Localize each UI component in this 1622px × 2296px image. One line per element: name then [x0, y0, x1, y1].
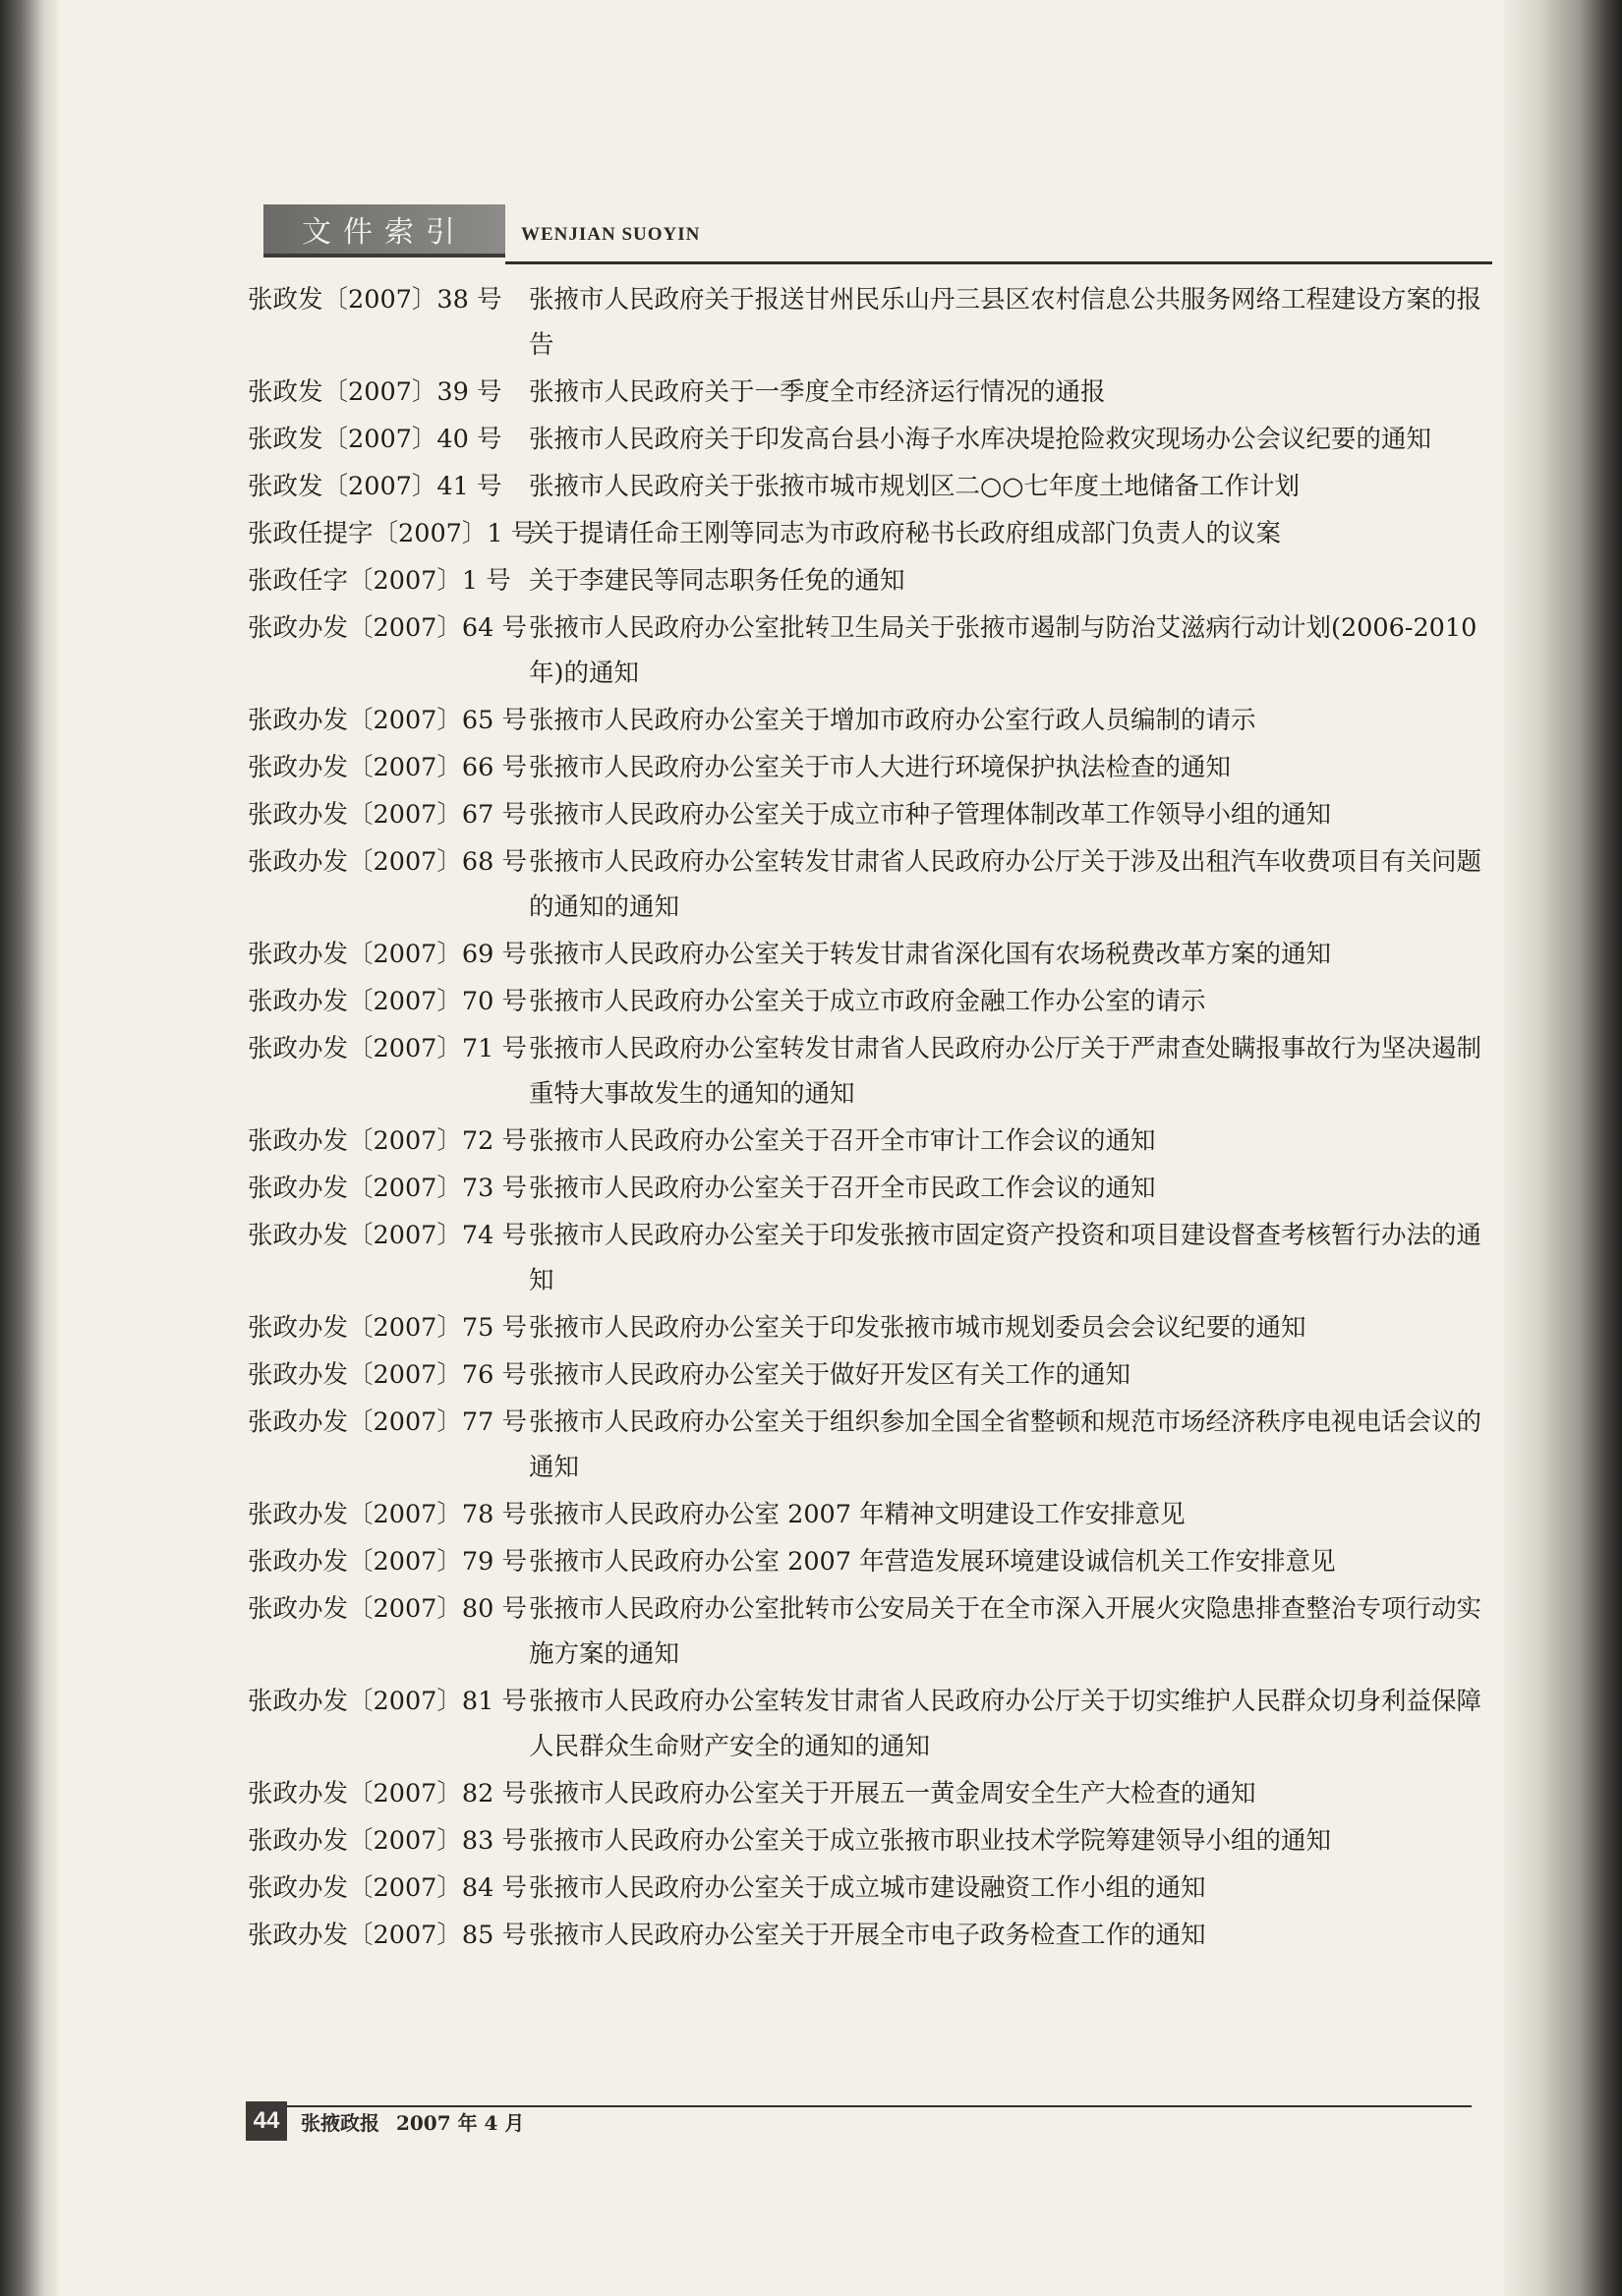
- index-entry: [248, 1586, 1496, 1677]
- page-edge-left: [0, 0, 59, 2296]
- document-title: 张掖市人民政府办公室关于增加市政府办公室行政人员编制的请示: [529, 706, 1256, 735]
- index-entry: [248, 792, 1496, 837]
- index-entry: [248, 1866, 1496, 1911]
- document-title: 张掖市人民政府办公室关于开展全市电子政务检查工作的通知: [529, 1921, 1206, 1950]
- issue-date: 2007 年 4 月: [395, 2111, 525, 2135]
- document-number: 张政办发〔2007〕77 号: [248, 1407, 527, 1437]
- document-number: 张政发〔2007〕41 号: [248, 472, 502, 501]
- document-number: 张政办发〔2007〕73 号: [248, 1174, 527, 1203]
- section-latin: WENJIAN SUOYIN: [521, 224, 701, 245]
- index-entry: [248, 1119, 1496, 1164]
- index-entry: [248, 417, 1496, 462]
- document-title: 张掖市人民政府办公室关于印发张掖市城市规划委员会会议纪要的通知: [529, 1313, 1306, 1343]
- page-header: [263, 204, 1490, 273]
- document-number: 张政任提字〔2007〕1 号: [248, 519, 537, 548]
- index-entry: [248, 1352, 1496, 1398]
- header-rule: [505, 261, 1492, 264]
- document-title: 张掖市人民政府办公室 2007 年营造发展环境建设诚信机关工作安排意见: [529, 1547, 1336, 1577]
- document-number: 张政办发〔2007〕84 号: [248, 1873, 527, 1903]
- page-number: 44: [246, 2101, 287, 2141]
- index-entry: [248, 1539, 1496, 1584]
- document-number: 张政办发〔2007〕66 号: [248, 753, 527, 782]
- document-number: 张政发〔2007〕38 号: [248, 285, 502, 315]
- index-entry: [248, 1213, 1496, 1303]
- document-title: 张掖市人民政府办公室关于成立市种子管理体制改革工作领导小组的通知: [529, 800, 1332, 830]
- document-title: 张掖市人民政府办公室转发甘肃省人民政府办公厅关于严肃查处瞒报事故行为坚决遏制重特大事故发生的通知的通知: [529, 1034, 1482, 1109]
- page-edge-right: [1504, 0, 1622, 2296]
- document-number: 张政办发〔2007〕68 号: [248, 847, 527, 877]
- page-footer: [246, 2101, 1475, 2145]
- document-number: 张政办发〔2007〕82 号: [248, 1779, 527, 1808]
- document-number: 张政办发〔2007〕80 号: [248, 1594, 527, 1624]
- document-number: 张政办发〔2007〕75 号: [248, 1313, 527, 1343]
- index-entry: [248, 277, 1496, 368]
- index-entry: [248, 839, 1496, 930]
- index-entry: [248, 1818, 1496, 1864]
- footer-publication: [301, 2107, 524, 2136]
- document-number: 张政任字〔2007〕1 号: [248, 566, 511, 596]
- index-entry: [248, 932, 1496, 977]
- document-title: 张掖市人民政府办公室关于召开全市民政工作会议的通知: [529, 1174, 1156, 1203]
- document-title: 张掖市人民政府办公室关于印发张掖市固定资产投资和项目建设督查考核暂行办法的通知: [529, 1221, 1482, 1295]
- document-number: 张政发〔2007〕39 号: [248, 377, 502, 407]
- document-title: 关于李建民等同志职务任免的通知: [529, 566, 905, 596]
- index-entry: [248, 605, 1496, 696]
- index-entry: [248, 511, 1496, 556]
- document-title: 张掖市人民政府办公室关于成立市政府金融工作办公室的请示: [529, 987, 1206, 1016]
- document-number: 张政办发〔2007〕72 号: [248, 1126, 527, 1156]
- index-entry: [248, 558, 1496, 603]
- document-title: 张掖市人民政府办公室关于做好开发区有关工作的通知: [529, 1360, 1131, 1390]
- document-title: 张掖市人民政府关于一季度全市经济运行情况的通报: [529, 377, 1106, 407]
- document-title: 张掖市人民政府办公室关于成立张掖市职业技术学院筹建领导小组的通知: [529, 1826, 1332, 1856]
- index-entry: [248, 698, 1496, 743]
- index-entry: [248, 464, 1496, 509]
- index-entry: [248, 1771, 1496, 1816]
- document-number: 张政发〔2007〕40 号: [248, 425, 502, 454]
- index-entry: [248, 1166, 1496, 1211]
- document-title: 关于提请任命王刚等同志为市政府秘书长政府组成部门负责人的议案: [529, 519, 1282, 548]
- index-entry: [248, 370, 1496, 415]
- index-entry: [248, 1305, 1496, 1350]
- document-number: 张政办发〔2007〕83 号: [248, 1826, 527, 1856]
- index-entry: [248, 745, 1496, 790]
- document-title: 张掖市人民政府关于印发高台县小海子水库决堤抢险救灾现场办公会议纪要的通知: [529, 425, 1432, 454]
- document-title: 张掖市人民政府办公室转发甘肃省人民政府办公厅关于涉及出租汽车收费项目有关问题的通知的通知: [529, 847, 1482, 922]
- document-number: 张政办发〔2007〕76 号: [248, 1360, 527, 1390]
- index-entry: [248, 1913, 1496, 1958]
- document-number: 张政办发〔2007〕78 号: [248, 1500, 527, 1529]
- index-entry: [248, 1026, 1496, 1117]
- document-title: 张掖市人民政府办公室批转卫生局关于张掖市遏制与防治艾滋病行动计划(2006-2010 年)的通知: [529, 613, 1477, 688]
- document-number: 张政办发〔2007〕85 号: [248, 1921, 527, 1950]
- document-number: 张政办发〔2007〕70 号: [248, 987, 527, 1016]
- document-title: 张掖市人民政府办公室 2007 年精神文明建设工作安排意见: [529, 1500, 1186, 1529]
- document-number: 张政办发〔2007〕64 号: [248, 613, 527, 643]
- section-label: 文件索引: [263, 204, 505, 258]
- document-number: 张政办发〔2007〕81 号: [248, 1687, 527, 1716]
- document-title: 张掖市人民政府办公室批转市公安局关于在全市深入开展火灾隐患排查整治专项行动实施方案的通知: [529, 1594, 1482, 1669]
- document-title: 张掖市人民政府办公室关于组织参加全国全省整顿和规范市场经济秩序电视电话会议的通知: [529, 1407, 1482, 1482]
- index-entry: [248, 979, 1496, 1024]
- document-title: 张掖市人民政府办公室关于成立城市建设融资工作小组的通知: [529, 1873, 1206, 1903]
- document-number: 张政办发〔2007〕69 号: [248, 940, 527, 969]
- document-title: 张掖市人民政府关于张掖市城市规划区二○○七年度土地储备工作计划: [529, 472, 1301, 501]
- document-index-list: [248, 277, 1496, 1960]
- document-title: 张掖市人民政府办公室转发甘肃省人民政府办公厅关于切实维护人民群众切身利益保障人民群众生命财产安全的通知的通知: [529, 1687, 1482, 1761]
- publication-name: 张掖政报: [301, 2111, 379, 2135]
- document-title: 张掖市人民政府办公室关于市人大进行环境保护执法检查的通知: [529, 753, 1232, 782]
- index-entry: [248, 1400, 1496, 1490]
- document-number: 张政办发〔2007〕65 号: [248, 706, 527, 735]
- document-title: 张掖市人民政府关于报送甘州民乐山丹三县区农村信息公共服务网络工程建设方案的报告: [529, 285, 1482, 360]
- index-entry: [248, 1492, 1496, 1537]
- document-number: 张政办发〔2007〕67 号: [248, 800, 527, 830]
- document-title: 张掖市人民政府办公室关于转发甘肃省深化国有农场税费改革方案的通知: [529, 940, 1332, 969]
- document-number: 张政办发〔2007〕74 号: [248, 1221, 527, 1250]
- document-title: 张掖市人民政府办公室关于开展五一黄金周安全生产大检查的通知: [529, 1779, 1256, 1808]
- index-entry: [248, 1679, 1496, 1769]
- document-number: 张政办发〔2007〕79 号: [248, 1547, 527, 1577]
- document-title: 张掖市人民政府办公室关于召开全市审计工作会议的通知: [529, 1126, 1156, 1156]
- document-number: 张政办发〔2007〕71 号: [248, 1034, 527, 1063]
